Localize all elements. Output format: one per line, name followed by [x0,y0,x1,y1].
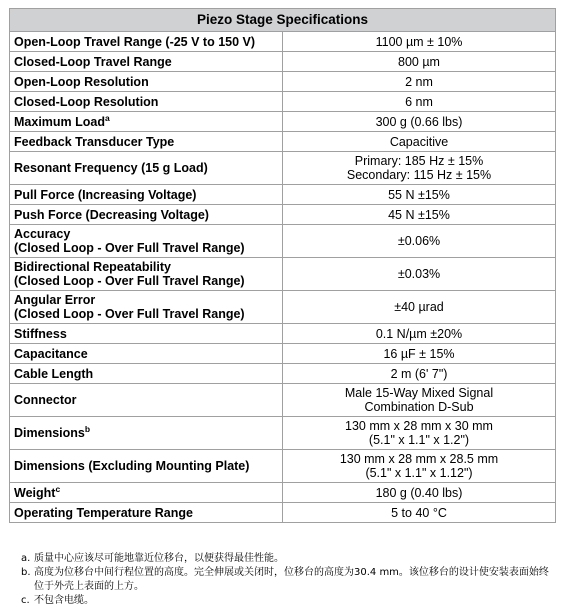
spec-label-text: Cable Length [14,366,94,381]
spec-label-text: Push Force (Decreasing Voltage) [14,207,209,222]
footnote-marker: a [105,112,110,123]
spec-value-text: Capacitive [389,134,449,149]
spec-value [283,450,556,483]
spec-value-text: 800 µm [398,54,440,69]
table-row [10,225,556,258]
spec-value [283,72,556,92]
spec-label-text: Resonant Frequency (15 g Load) [14,161,208,175]
spec-label [10,384,283,417]
spec-value [283,92,556,112]
spec-label-text: Stiffness [14,326,67,341]
spec-label [10,417,283,450]
spec-value-text: 16 µF ± 15% [383,346,455,361]
spec-value-text: ±0.06% [397,234,441,248]
spec-table-body [10,32,556,523]
spec-label [10,483,283,503]
spec-value-text: 2 m (6' 7") [390,366,448,381]
footnote-mark: a. [21,553,31,564]
spec-label [10,258,283,291]
spec-label [10,185,283,205]
table-row [10,417,556,450]
spec-label-text: Angular Error [14,293,96,307]
spec-value-text: 6 nm [405,94,433,109]
table-row [10,32,556,52]
spec-value-text: ±0.03% [397,267,441,281]
spec-value-text: 1100 µm ± 10% [375,34,463,49]
spec-label-text: Connector [14,393,77,407]
table-row [10,384,556,417]
spec-value [283,132,556,152]
spec-label [10,132,283,152]
spec-label [10,72,283,92]
spec-value-text: Combination D-Sub [364,400,474,414]
spec-label [10,503,283,523]
spec-value-text: ±40 µrad [394,300,444,314]
spec-label-text: Open-Loop Resolution [14,74,149,89]
spec-value-text: 2 nm [405,74,433,89]
spec-value-text: (5.1" x 1.1" x 1.2") [368,433,470,447]
spec-label-text: (Closed Loop - Over Full Travel Range) [14,241,245,255]
spec-label-text: Closed-Loop Travel Range [14,54,172,69]
spec-value-text: 55 N ±15% [388,187,450,202]
spec-label [10,291,283,324]
spec-label [10,364,283,384]
table-row [10,483,556,503]
footnote-text: 高度为位移台中间行程位置的高度。完全伸展或关闭时，位移台的高度为30.4 mm。该位移台的设计使安装表面始终位于外壳上表面的上方。 [34,567,549,592]
spec-label-text: Closed-Loop Resolution [14,94,159,109]
spec-value [283,32,556,52]
spec-label [10,52,283,72]
spec-label [10,205,283,225]
spec-value-text: 0.1 N/µm ±20% [375,326,463,341]
spec-value-text: 130 mm x 28 mm x 30 mm [345,419,493,433]
spec-label [10,344,283,364]
table-row [10,132,556,152]
spec-value [283,258,556,291]
footnotes [21,552,557,608]
spec-table [9,8,556,523]
table-row [10,205,556,225]
footnote-mark: c. [21,595,30,606]
spec-label-text: Capacitance [14,346,88,361]
spec-value-text: 5 to 40 °C [391,505,447,520]
spec-value [283,185,556,205]
footnote-text: 不包含电缆。 [34,595,94,606]
spec-value [283,225,556,258]
spec-label [10,112,283,132]
spec-label-text: Operating Temperature Range [14,505,193,520]
spec-label [10,450,283,483]
table-title: Piezo Stage Specifications [10,9,556,32]
table-row [10,185,556,205]
spec-label-text: (Closed Loop - Over Full Travel Range) [14,274,245,288]
spec-label-text: (Closed Loop - Over Full Travel Range) [14,307,245,321]
spec-value [283,417,556,450]
spec-table-container [9,8,556,523]
spec-label-text: Dimensions [14,426,85,440]
table-row [10,344,556,364]
spec-value-text: 300 g (0.66 lbs) [375,114,463,129]
table-row [10,112,556,132]
footnote-mark: b. [21,567,31,578]
spec-label-text: Dimensions (Excluding Mounting Plate) [14,459,250,473]
spec-value [283,291,556,324]
table-row [10,364,556,384]
spec-label-text: Accuracy [14,227,71,241]
spec-value [283,503,556,523]
spec-label [10,32,283,52]
spec-value-text: 130 mm x 28 mm x 28.5 mm [339,452,499,466]
spec-value [283,52,556,72]
table-row [10,450,556,483]
spec-value [283,483,556,503]
spec-value [283,344,556,364]
spec-value-text: Primary: 185 Hz ± 15% [354,154,484,168]
footnote-marker: c [55,483,61,494]
footnote [21,566,557,594]
spec-label [10,225,283,258]
spec-value-text: 180 g (0.40 lbs) [375,485,463,500]
spec-label-text: Bidirectional Repeatability [14,260,171,274]
spec-label [10,324,283,344]
table-row [10,324,556,344]
footnote-text: 质量中心应该尽可能地靠近位移台，以便获得最佳性能。 [34,553,284,564]
spec-label-text: Weight [14,485,56,500]
spec-value [283,112,556,132]
spec-label [10,152,283,185]
table-row [10,258,556,291]
spec-label-text: Feedback Transducer Type [14,134,175,149]
spec-value [283,152,556,185]
spec-value-text: 45 N ±15% [388,207,450,222]
footnote [21,594,557,608]
spec-value [283,205,556,225]
spec-label [10,92,283,112]
table-row [10,52,556,72]
table-row [10,503,556,523]
spec-value [283,364,556,384]
footnote-marker: b [84,423,91,434]
spec-value [283,324,556,344]
spec-label-text: Pull Force (Increasing Voltage) [14,187,197,202]
table-row [10,152,556,185]
table-row [10,291,556,324]
spec-value [283,384,556,417]
spec-value-text: Secondary: 115 Hz ± 15% [346,168,492,182]
footnote [21,552,557,566]
spec-label-text: Maximum Load [14,114,105,129]
spec-value-text: (5.1" x 1.1" x 1.12") [365,466,473,480]
spec-value-text: Male 15-Way Mixed Signal [344,386,494,400]
table-row [10,72,556,92]
table-row [10,92,556,112]
spec-label-text: Open-Loop Travel Range (-25 V to 150 V) [14,34,256,49]
